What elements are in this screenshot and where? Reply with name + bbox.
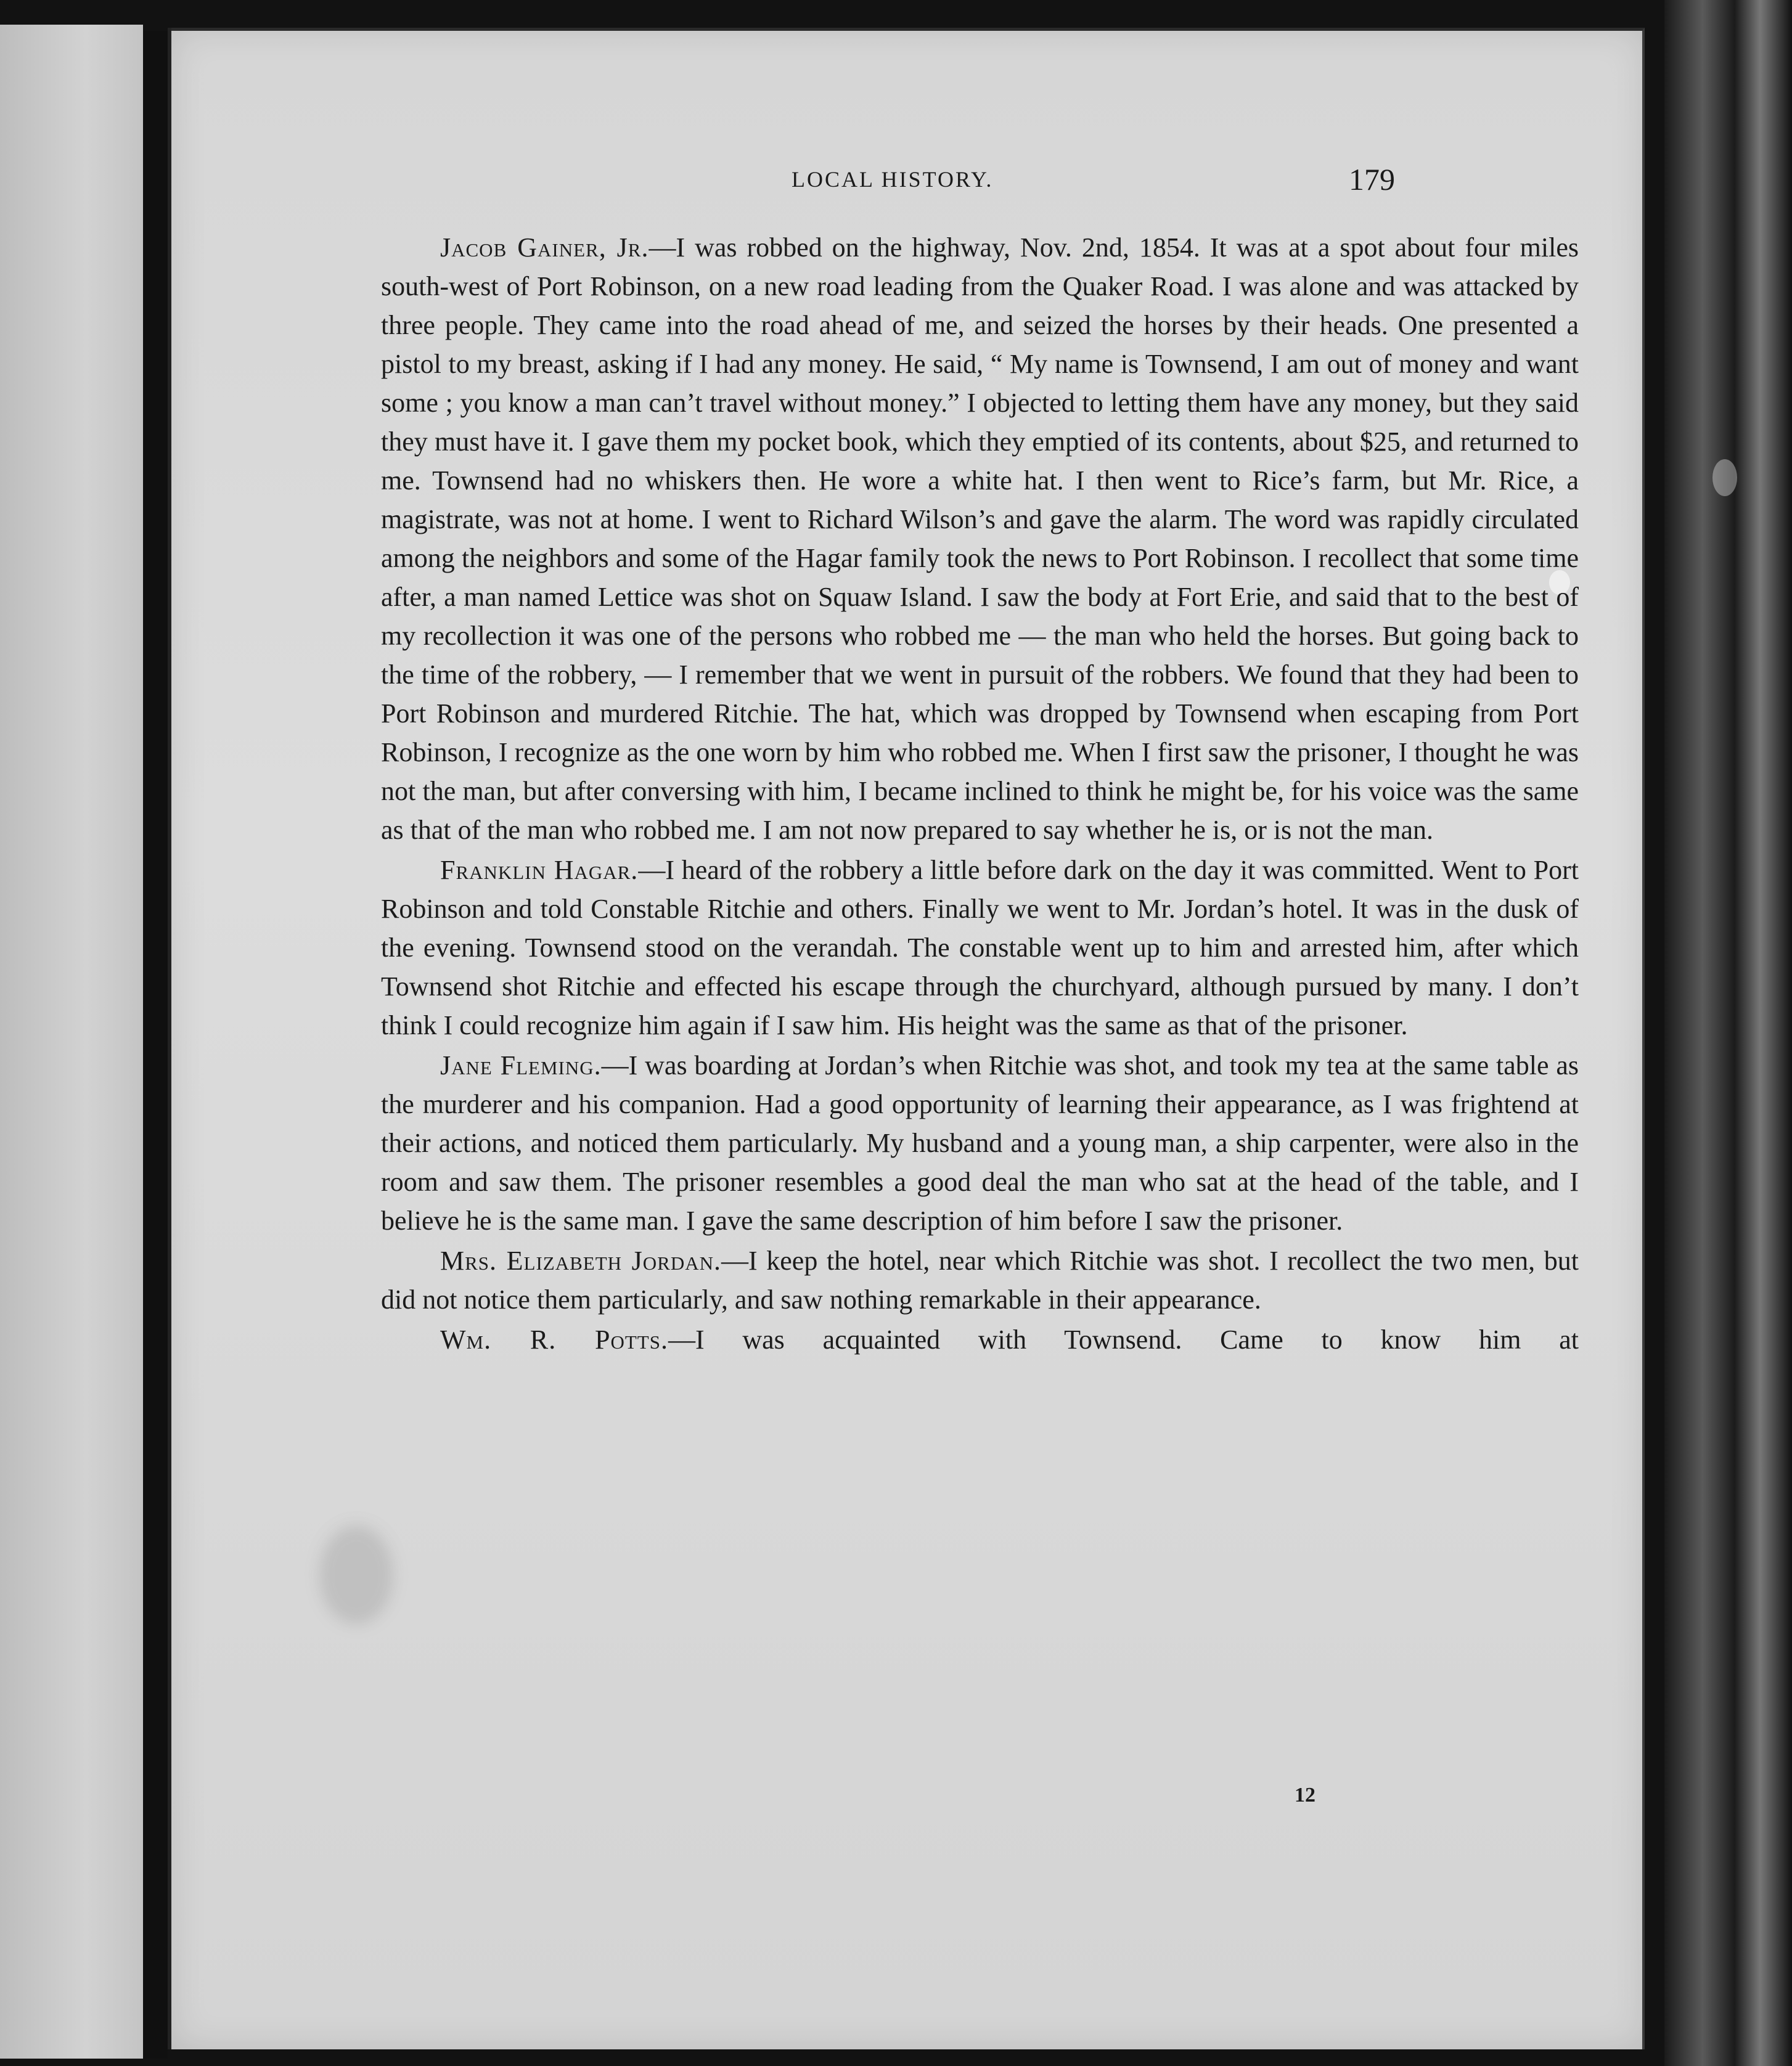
testimony-body: —I keep the hotel, near which Ritchie was shot. I recollect the two men, but did not notice them particularly, and saw nothing remarkable in their appearance.	[381, 1246, 1579, 1315]
testimony-body: —I was robbed on the highway, Nov. 2nd, 1854. It was at a spot about four miles south-west of Port Robinson, on a new road leading from the Quaker Road. I was alone and was attacked by three people. They came into the road ahead of me, and seized the horses by their heads. One presented a pistol to my breast, asking if I had any money. He said, “ My name is Townsend, I am out of money and want some ; you know a man can’t travel without money.” I objected to letting them have any money, but they said they must have it. I gave them my pocket book, which they emptied of its contents, about $25, and returned to me. Townsend had no whiskers then. He wore a white hat. I then went to Rice’s farm, but Mr. Rice, a magistrate, was not at home. I went to Richard Wilson’s and gave the alarm. The word was rapidly circulated among the neighbors and some of the Hagar family took the news to Port Robinson. I recollect that some time after, a man named Lettice was shot on Squaw Island. I saw the body at Fort Erie, and said that to the best of my recollection it was one of the persons who robbed me — the man who held the horses. But going back to the time of the robbery, — I remember that we went in pursuit of the robbers. We found that they had been to Port Robinson and murdered Ritchie. The hat, which was dropped by Townsend when escaping from Port Robinson, I recognize as the one worn by him who robbed me. When I first saw the prisoner, I thought he was not the man, but after conversing with him, I became inclined to think he might be, for his voice was the same as that of the man who robbed me. I am not now prepared to say whether he is, or is not the man.	[381, 232, 1579, 845]
testimony-paragraph	[381, 1046, 1579, 1240]
signature-mark: 12	[1295, 1784, 1315, 1807]
running-head	[171, 162, 1645, 203]
testimony-body: —I was acquainted with Townsend. Came to know him at	[668, 1325, 1579, 1355]
testimony-text	[381, 228, 1579, 1359]
testimony-paragraph	[381, 1320, 1579, 1359]
paper-blemish	[1712, 459, 1737, 496]
testimony-paragraph	[381, 851, 1579, 1045]
book-page	[168, 28, 1645, 2049]
page-number: 179	[1349, 162, 1395, 197]
testimony-body: —I heard of the robbery a little before dark on the day it was committed. Went to Port Robinson and told Constable Ritchie and others. Finally we went to Mr. Jordan’s hotel. It was in the dusk of the evening. Townsend stood on the verandah. The constable went up to him and arrested him, after which Townsend shot Ritchie and effected his escape through the churchyard, although pursued by many. I don’t think I could recognize him again if I saw him. His height was the same as that of the prisoner.	[381, 855, 1579, 1040]
ink-smudge	[319, 1525, 393, 1624]
speaker-name: Jane Fleming.	[440, 1050, 602, 1080]
testimony-paragraph	[381, 228, 1579, 849]
speaker-name: Mrs. Elizabeth Jordan.	[440, 1246, 722, 1276]
testimony-paragraph	[381, 1241, 1579, 1319]
book-binding-gutter	[143, 31, 168, 2059]
speaker-name: Jacob Gainer, Jr.	[440, 232, 649, 263]
facing-page-edge	[0, 25, 143, 2059]
speaker-name: Wm. R. Potts.	[440, 1325, 668, 1355]
running-head-title: LOCAL HISTORY.	[792, 167, 994, 192]
book-fore-edge	[1664, 0, 1792, 2066]
speaker-name: Franklin Hagar.	[440, 855, 639, 885]
testimony-body: —I was boarding at Jordan’s when Ritchie was shot, and took my tea at the same table as the murderer and his companion. Had a good opportunity of learning their appearance, as I was frightend at their actions, and noticed them particularly. My husband and a young man, a ship carpenter, were also in the room and saw them. The prisoner resembles a good deal the man who sat at the head of the table, and I believe he is the same man. I gave the same description of him before I saw the prisoner.	[381, 1050, 1579, 1236]
